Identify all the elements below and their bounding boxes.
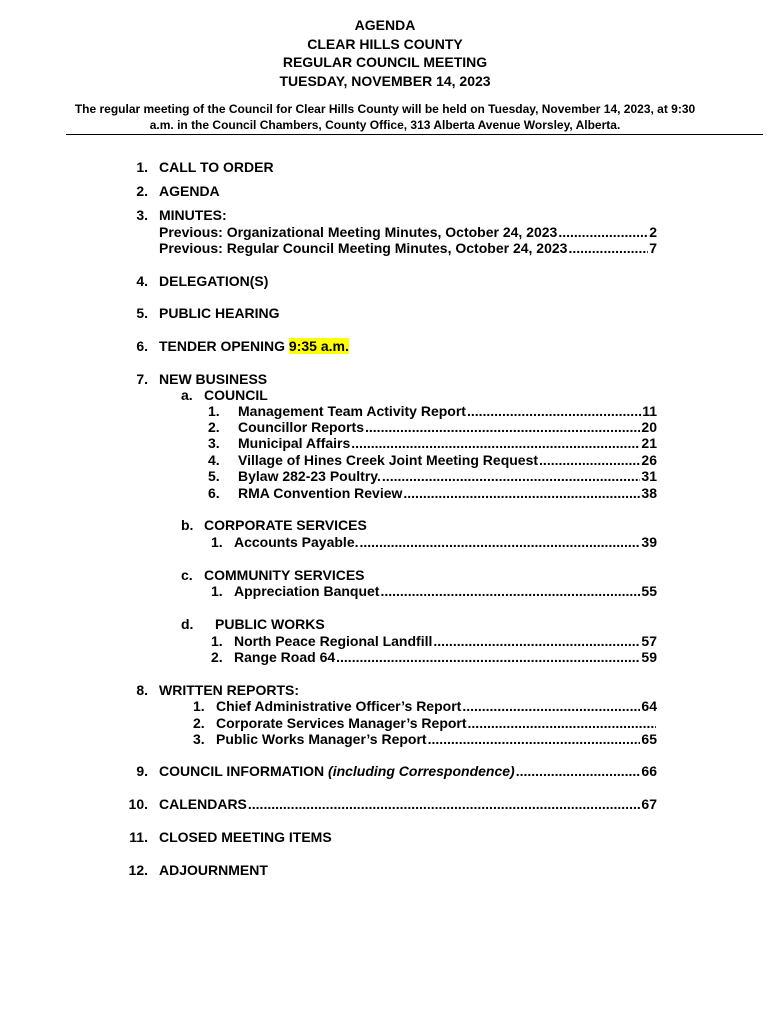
entry-number: 2. (193, 715, 205, 731)
entry-leader (216, 731, 657, 747)
entry-leader (159, 763, 657, 779)
item-label: ADJOURNMENT (159, 862, 268, 878)
leader-dots (360, 534, 641, 550)
section-letter: c. (181, 567, 193, 583)
county-name: CLEAR HILLS COUNTY (307, 35, 463, 52)
entry-number: 5. (208, 468, 220, 484)
entry-text: North Peace Regional Landfill (234, 633, 433, 649)
section-letter: a. (181, 387, 193, 403)
item-label-group (159, 763, 515, 779)
entry-text: Municipal Affairs (238, 435, 351, 451)
page-number: 39 (641, 534, 657, 550)
entry-text: Range Road 64 (234, 649, 336, 665)
page-number: 21 (641, 435, 657, 451)
entry-leader (234, 534, 657, 550)
entry-number: 3. (208, 435, 220, 451)
leader-dots (382, 468, 641, 484)
entry-text: Councillor Reports (238, 419, 365, 435)
item-number: 8. (136, 682, 148, 698)
leader-dots (351, 435, 640, 451)
entry-leader (238, 435, 657, 451)
tender-time-highlight: 9:35 a.m. (288, 338, 349, 354)
meeting-date: TUESDAY, NOVEMBER 14, 2023 (279, 72, 491, 89)
entry-text: RMA Convention Review (238, 485, 403, 501)
section-letter: d. (181, 616, 194, 632)
leader-dots (516, 763, 641, 779)
item-number: 7. (136, 371, 148, 387)
leader-dots (248, 796, 641, 812)
entry-text: Previous: Organizational Meeting Minutes, October 24, 2023 (159, 224, 558, 240)
entry-number: 1. (211, 583, 223, 599)
leader-dots (462, 698, 640, 714)
entry-number: 1. (193, 698, 205, 714)
agenda-header (0, 16, 770, 90)
leader-dots (365, 419, 640, 435)
item-label: PUBLIC HEARING (159, 305, 280, 321)
entry-text: Accounts Payable. (234, 534, 359, 550)
page-number: 2 (649, 224, 657, 240)
entry-leader (238, 419, 657, 435)
page-number: 59 (641, 649, 657, 665)
page-number: 7 (649, 240, 657, 256)
item-number: 4. (136, 273, 148, 289)
entry-number: 4. (208, 452, 220, 468)
item-number: 5. (136, 305, 148, 321)
entry-text: Corporate Services Manager’s Report (216, 715, 467, 731)
page-number: 38 (641, 485, 657, 501)
leader-dots (403, 485, 640, 501)
item-number: 10. (128, 796, 148, 812)
entry-leader (238, 468, 657, 484)
section-label: COUNCIL (204, 387, 268, 403)
minutes-regular (159, 240, 657, 256)
item-label: COUNCIL INFORMATION (159, 763, 325, 779)
leader-dots (468, 715, 656, 731)
section-label: CORPORATE SERVICES (204, 517, 367, 533)
entry-number: 1. (208, 403, 220, 419)
entry-leader (234, 649, 657, 665)
leader-dots (539, 452, 640, 468)
page-number: 20 (641, 419, 657, 435)
entry-text: Chief Administrative Officer’s Report (216, 698, 462, 714)
entry-text: Village of Hines Creek Joint Meeting Request (238, 452, 539, 468)
item-note: (including Correspondence) (328, 763, 515, 779)
entry-text: Bylaw 282-23 Poultry. (238, 468, 381, 484)
item-number: 11. (129, 829, 148, 845)
section-label: COMMUNITY SERVICES (204, 567, 365, 583)
page-number: 31 (641, 468, 657, 484)
page-number: 64 (641, 698, 657, 714)
leader-dots (380, 583, 640, 599)
item-label: WRITTEN REPORTS: (159, 682, 299, 698)
leader-dots (568, 240, 648, 256)
entry-number: 1. (211, 633, 223, 649)
item-number: 3. (136, 207, 148, 223)
page-number: 65 (641, 731, 657, 747)
minutes-organizational (159, 224, 657, 240)
item-label: TENDER OPENING (159, 338, 286, 354)
entry-leader (238, 485, 657, 501)
item-label-group (159, 338, 349, 354)
entry-leader (234, 633, 657, 649)
entry-number: 2. (208, 419, 220, 435)
intro-paragraph: The regular meeting of the Council for Clear Hills County will be held on Tuesday, November 14, 2023, at 9:30 a.m. in the Council Chambers, County Office, 313 Alberta Avenue Worsley, Alberta. (74, 102, 696, 132)
page-number: 26 (641, 452, 657, 468)
header-divider (66, 134, 763, 135)
page-number: 55 (641, 583, 657, 599)
page-number: 57 (641, 633, 657, 649)
item-label: CALENDARS (159, 796, 247, 812)
entry-number: 6. (208, 485, 220, 501)
doc-title: AGENDA (354, 17, 416, 33)
entry-leader (216, 698, 657, 714)
section-letter: b. (181, 517, 194, 533)
entry-text: Appreciation Banquet (234, 583, 380, 599)
item-label: CLOSED MEETING ITEMS (159, 829, 332, 845)
item-number: 6. (136, 338, 148, 354)
page-number: 67 (641, 796, 657, 812)
item-number: 12. (128, 862, 148, 878)
entry-number: 2. (211, 649, 223, 665)
entry-text: Previous: Regular Council Meeting Minutes, October 24, 2023 (159, 240, 568, 256)
item-label: DELEGATION(S) (159, 273, 269, 289)
entry-leader (238, 403, 657, 419)
meeting-type: REGULAR COUNCIL MEETING (282, 54, 488, 70)
page-number: 66 (641, 763, 657, 779)
leader-dots (467, 403, 641, 419)
section-label: PUBLIC WORKS (215, 616, 325, 632)
leader-dots (558, 224, 648, 240)
item-number: 9. (136, 763, 148, 779)
item-label: AGENDA (159, 183, 220, 199)
item-label: CALL TO ORDER (159, 159, 274, 175)
item-label: MINUTES: (159, 207, 227, 223)
item-number: 2. (136, 183, 148, 199)
entry-leader (234, 583, 657, 599)
entry-text: Public Works Manager’s Report (216, 731, 427, 747)
leader-dots (433, 633, 640, 649)
entry-text: Management Team Activity Report (238, 403, 466, 419)
entry-number: 3. (193, 731, 205, 747)
item-label: NEW BUSINESS (159, 371, 268, 387)
leader-dots (428, 731, 641, 747)
item-number: 1. (136, 159, 148, 175)
entry-leader (216, 715, 657, 731)
entry-leader (159, 796, 657, 812)
entry-number: 1. (211, 534, 223, 550)
page-number: 11 (642, 403, 657, 419)
leader-dots (336, 649, 640, 665)
entry-leader (238, 452, 657, 468)
